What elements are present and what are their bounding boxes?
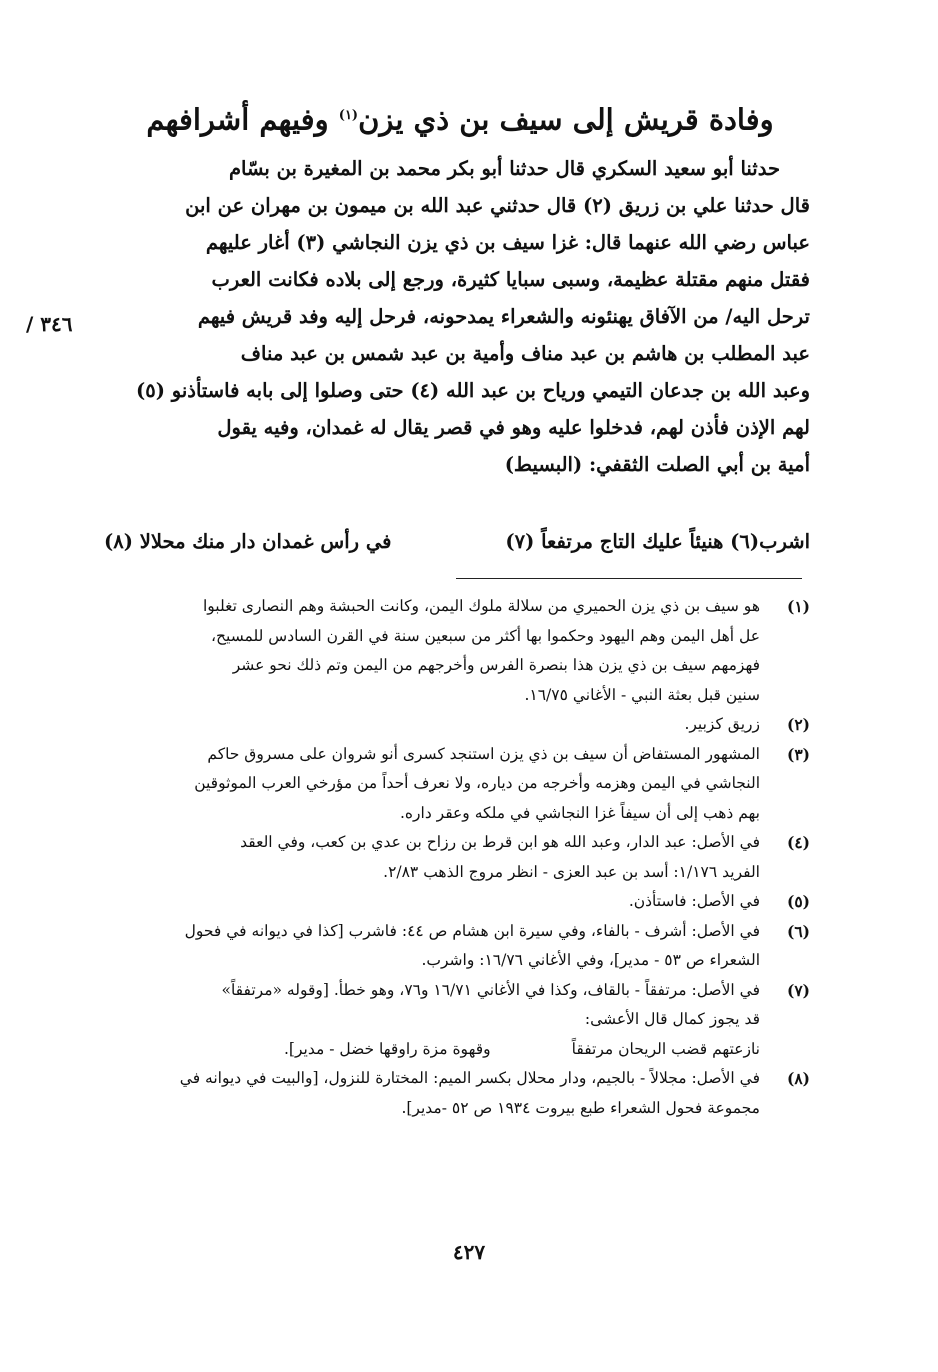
footnote-line: مجموعة فحول الشعراء طبع بيروت ١٩٣٤ ص ٥٢ -مدير]. — [401, 1098, 760, 1117]
footnote — [104, 887, 810, 917]
footnote-number: (٤) — [786, 833, 810, 852]
footnote-line: هو سيف بن ذي يزن الحميري من سلالة ملوك اليمن، وكانت الحبشة وهم النصارى تغلبوا — [202, 597, 760, 615]
body-line: حدثنا أبو سعيد السكري قال حدثنا أبو بكر محمد بن المغيرة بن بسّام — [228, 157, 780, 180]
footnote-line: عل أهل اليمن وهم اليهود وحكموا بها أكثر من سبعين سنة في القرن السادس للمسيح، — [211, 626, 760, 645]
footnote — [104, 740, 810, 829]
footnote — [104, 592, 810, 710]
footnote-text — [104, 710, 760, 740]
body-line: عبد المطلب بن هاشم بن عبد مناف وأمية بن عبد شمس بن عبد مناف — [240, 342, 810, 365]
footnote-line: الفريد ١/١٧٦: أسد بن عبد العزى - انظر مروج الذهب ٢/٨٣. — [383, 862, 760, 881]
body-line: قال حدثنا علي بن زريق (٢) قال حدثني عبد الله بن ميمون بن مهران عن ابن — [185, 194, 810, 217]
footnote — [104, 1064, 810, 1123]
footnote-line: في الأصل: مجلالاً - بالجيم، ودار محلال بكسر الميم: المختارة للنزول، [والبيت في ديوانه في — [179, 1069, 760, 1087]
footnote — [104, 917, 810, 976]
footnote-line: في الأصل: مرتفقاً - بالقاف، وكذا في الأغاني ١٦/٧١ و٧٦، وهو خطأ. [وقوله «مرتفقاً» — [221, 980, 760, 999]
footnote — [104, 828, 810, 887]
chapter-title-text: وفادة قريش إلى سيف بن ذي يزن — [358, 102, 774, 137]
verse-second-hemistich: في رأس غمدان دار منك محلالا (٨) — [104, 530, 392, 553]
footnote-number: (٨) — [786, 1069, 810, 1088]
body-line: فقتل منهم مقتلة عظيمة، وسبى سبايا كثيرة، ورجع إلى بلاده فكانت العرب — [211, 268, 810, 291]
footnote-line: المشهور المستفاض أن سيف بن ذي يزن استنجد كسرى أنو شروان على مسروق حاكم — [207, 744, 760, 763]
footnote-text — [104, 887, 760, 917]
footnote-number: (٧) — [786, 980, 810, 1000]
footnote-number: (١) — [786, 597, 810, 616]
footnote-poem-second-hemistich: وقهوة مزة راوقها خضل - مدير]. — [284, 1039, 491, 1058]
main-text — [104, 150, 810, 483]
footnote-text — [104, 592, 760, 710]
footnote-line: النجاشي في اليمن وهزمه وأخرجه من دياره، ولا نعرف أحداً من مؤرخي العرب الموثوقين — [194, 774, 760, 792]
footnote-text — [104, 976, 760, 1065]
footnote-line: في الأصل: فاستأذن. — [628, 892, 760, 910]
footnote-poem — [104, 1035, 760, 1065]
footnote — [104, 710, 810, 740]
footnote-text — [104, 828, 760, 887]
body-line: وعبد الله بن جدعان التيمي ورياح بن عبد الله (٤) حتى وصلوا إلى بابه فاستأذنو (٥) — [136, 379, 810, 402]
footnote-poem-first-hemistich: نازعتهم قضب الريحان مرتفقاً — [571, 1039, 760, 1058]
chapter-title-rest: وفيهم أشرافهم — [146, 102, 339, 137]
footnote-number: (٦) — [786, 921, 810, 941]
body-line: ترحل اليه/ من الآفاق يهنئونه والشعراء يمدحونه، فرحل إليه وفد قريش فيهم — [197, 305, 810, 328]
page-number: ٤٢٧ — [452, 1240, 486, 1264]
footnote-text — [104, 917, 760, 976]
footnote-text — [104, 740, 760, 829]
footnote-number: (٢) — [786, 715, 810, 734]
footnote-line: فهزمهم سيف بن ذي يزن هذا بنصرة الفرس وأخرجهم من اليمن وتم ذلك نحو عشر — [232, 656, 760, 674]
footnote-number: (٣) — [786, 744, 810, 764]
footnote-number: (٥) — [786, 892, 810, 911]
footnote-line: زريق كزبير. — [684, 715, 760, 733]
footnote — [104, 976, 810, 1065]
body-line: عباس رضي الله عنهما قال: غزا سيف بن ذي يزن النجاشي (٣) أغار عليهم — [205, 231, 810, 254]
chapter-title — [120, 96, 800, 140]
footnote-text — [104, 1064, 760, 1123]
footnote-separator — [456, 578, 802, 579]
footnotes — [104, 592, 810, 1123]
footnote-line: في الأصل: أشرف - بالفاء، وفي سيرة ابن هشام ص ٤٤: فاشرب [كذا في ديوانه في فحول — [184, 921, 760, 940]
body-line: لهم الإذن فأذن لهم، فدخلوا عليه وهو في قصر يقال له غمدان، وفيه يقول — [217, 416, 810, 439]
footnote-line: قد يجوز كمال قال الأعشى: — [584, 1010, 760, 1028]
title-note-ref: (١) — [338, 108, 359, 123]
footnote-line: في الأصل: عبد الدار، وعبد الله هو ابن قرط بن رزاح بن عدي بن كعب، وفي العقد — [240, 833, 760, 851]
footnote-line: سنين قبل بعثة النبي - الأغاني ١٦/٧٥. — [524, 685, 760, 704]
footnote-line: الشعراء ص ٥٣ - مدير]، وفي الأغاني ١٦/٧٦: واشرب. — [421, 951, 760, 969]
footnote-line: بهم ذهب إلى أن سيفاً غزا النجاشي في ملكه وعقر داره. — [399, 803, 760, 822]
verse-first-hemistich: اشرب(٦) هنيئاً عليك التاج مرتفعاً (٧) — [505, 530, 810, 553]
body-line: أمية بن أبي الصلت الثقفي: (البسيط) — [504, 453, 810, 476]
marginal-page-number: ٣٤٦ / — [26, 312, 73, 336]
